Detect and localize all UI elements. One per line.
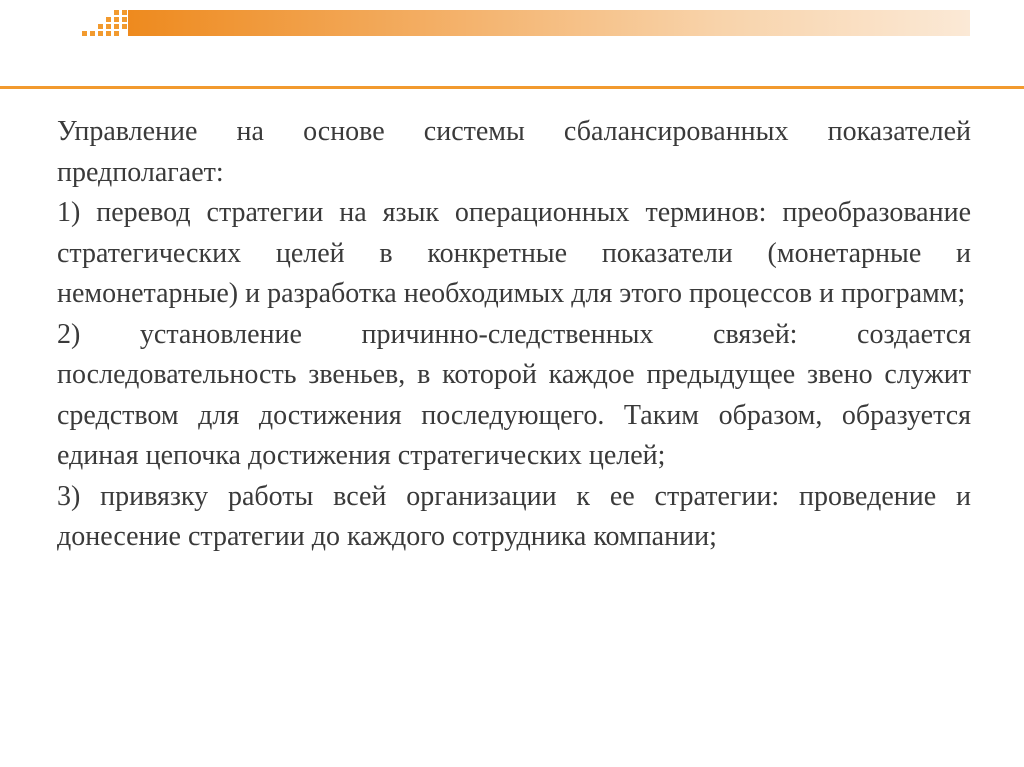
header-gradient-bar <box>128 10 970 36</box>
header-divider <box>0 86 1024 89</box>
slide-body <box>57 112 971 558</box>
intro-paragraph: Управление на основе системы сбалансированных показателей предполагает: <box>57 116 971 188</box>
orange-dot-grid-logo-icon <box>78 8 130 40</box>
list-item-1: 1) перевод стратегии на язык операционных терминов: преобразование стратегических целей в конкретные показатели (монетарные и немонетарные) и разработка необходимых для этого процессов и программ; <box>57 197 971 309</box>
list-item-2: 2) установление причинно-следственных связей: создается последовательность звеньев, в которой каждое предыдущее звено служит средством для достижения последующего. Таким образом, образуется единая цепочка достижения стратегических целей; <box>57 318 971 471</box>
list-item-3: 3) привязку работы всей организации к ее стратегии: проведение и донесение стратегии до каждого сотрудника компании; <box>57 480 971 552</box>
